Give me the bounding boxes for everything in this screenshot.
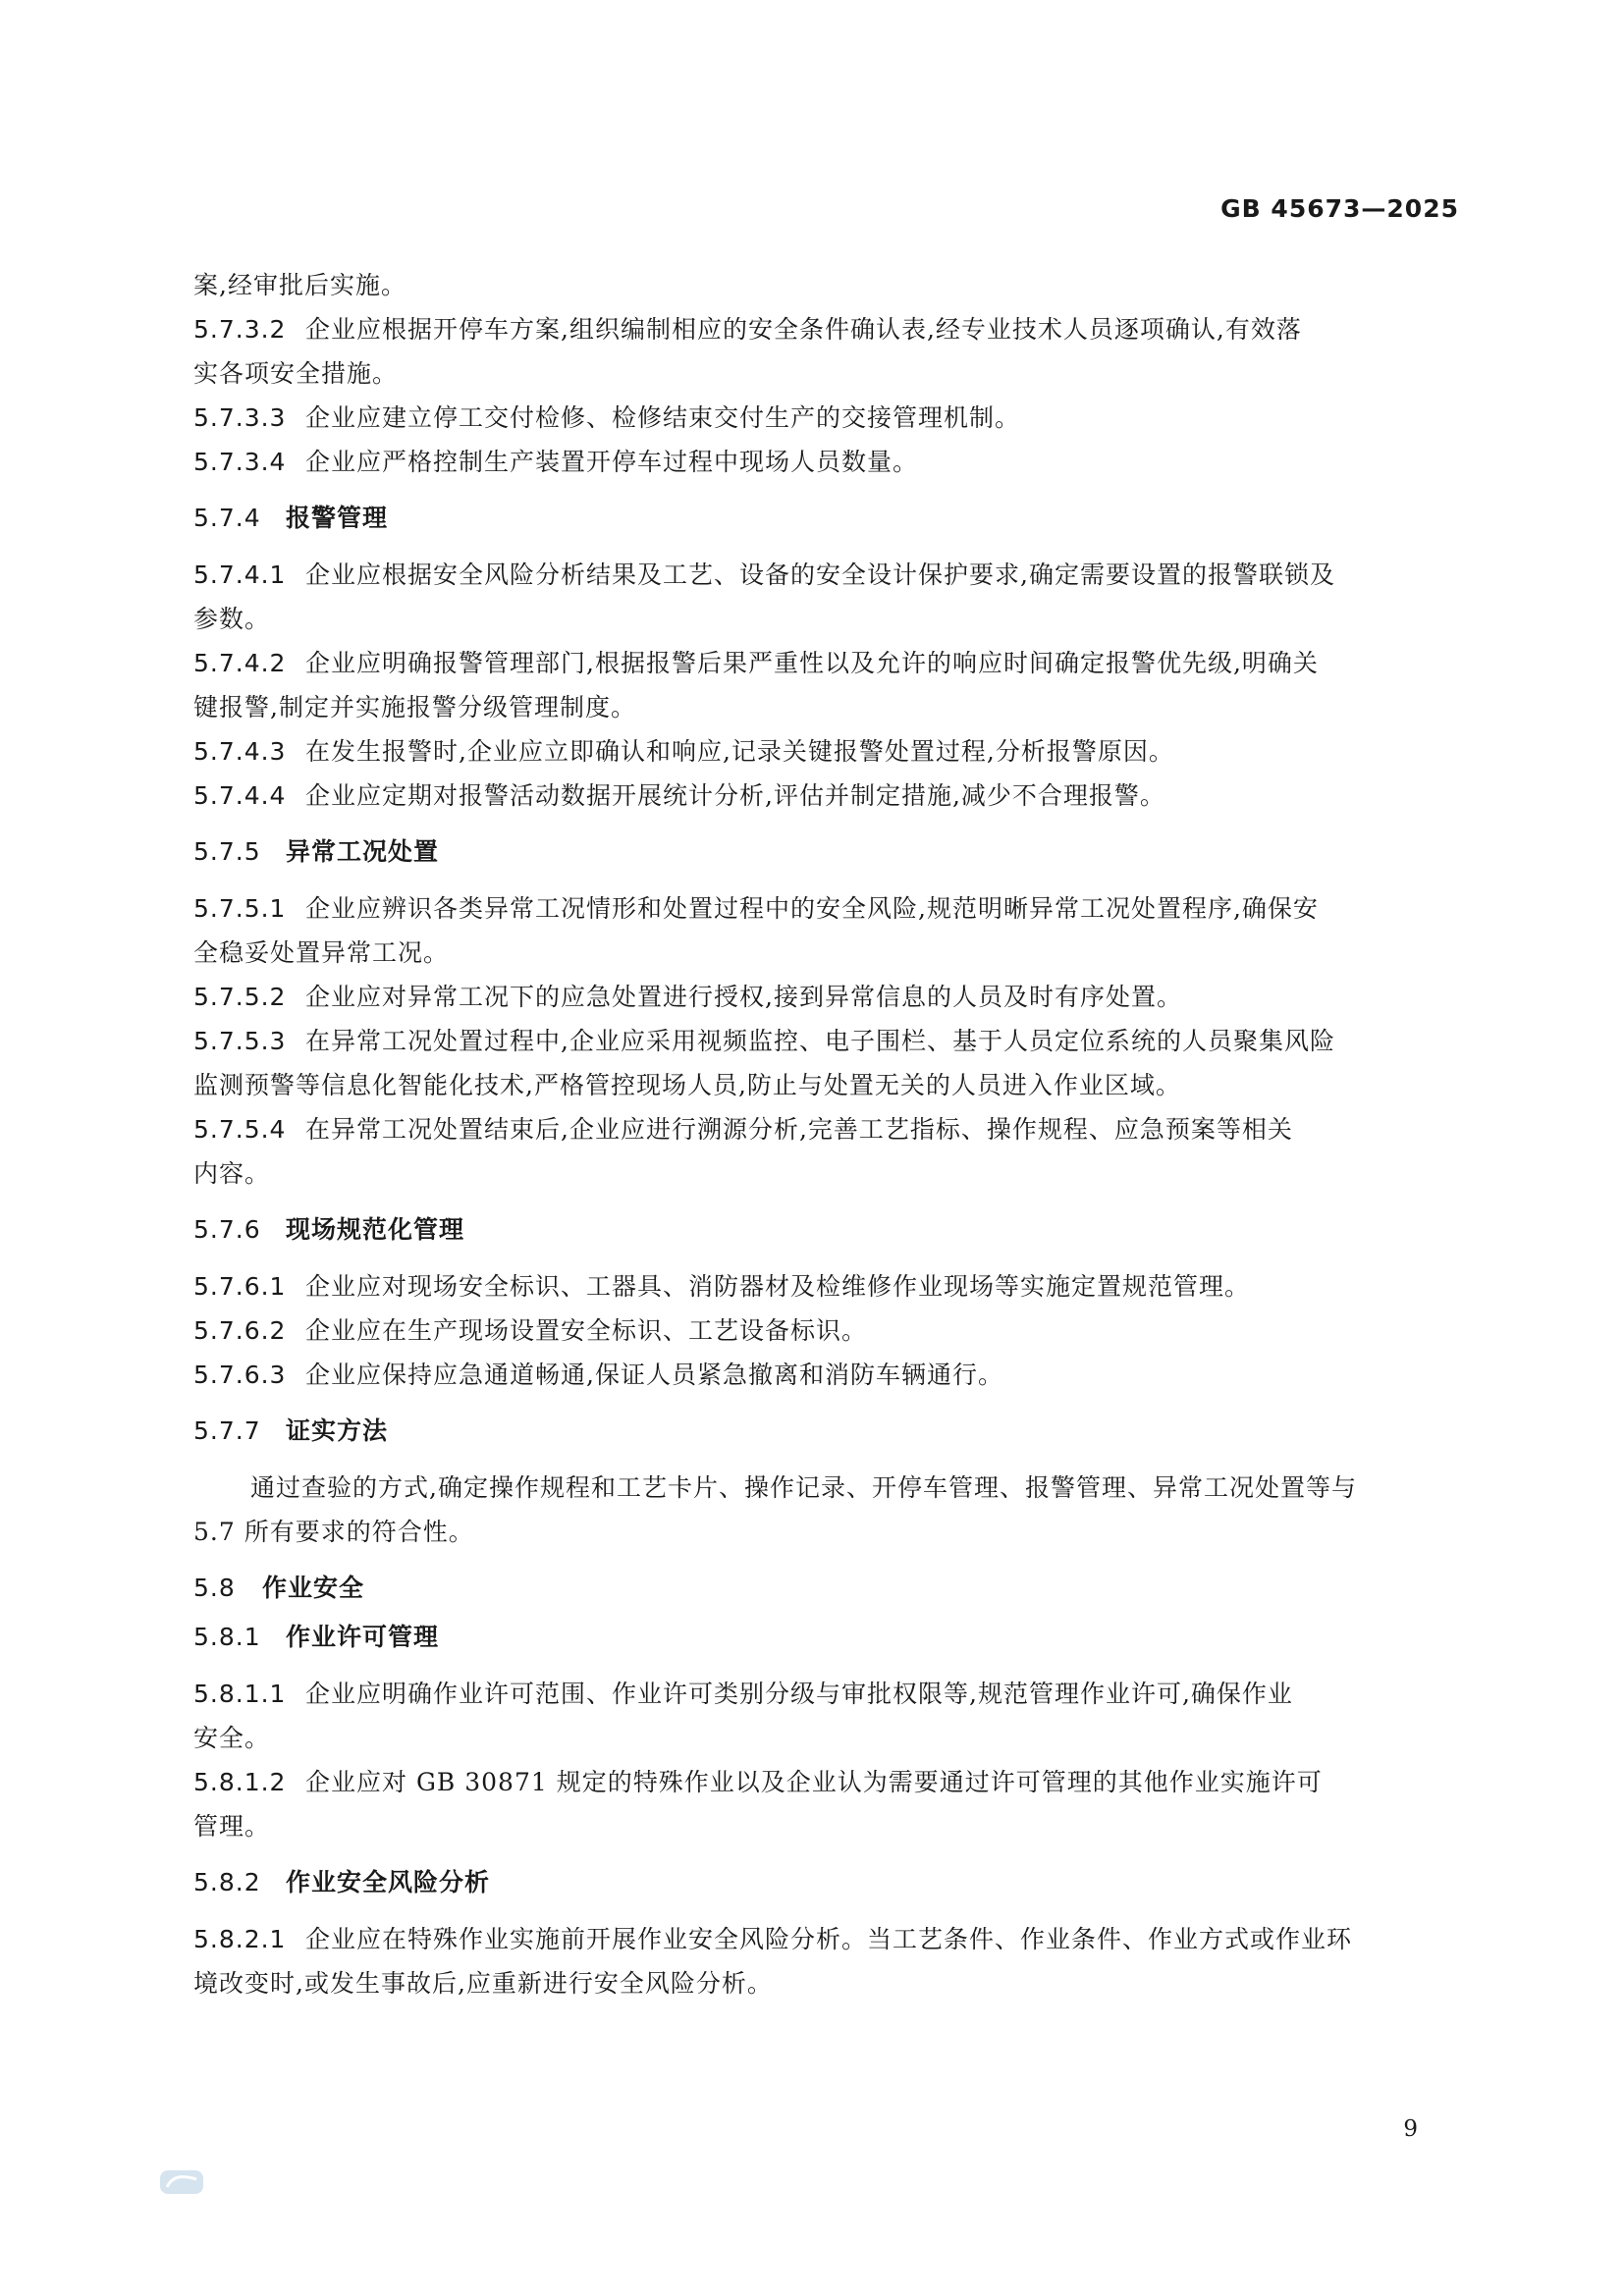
section-heading-574 xyxy=(193,504,1460,533)
clause-5741 xyxy=(193,553,1460,597)
clause-text: 企业应保持应急通道畅通,保证人员紧急撤离和消防车辆通行。 xyxy=(305,1361,1003,1389)
clause-text: 企业应明确作业许可范围、作业许可类别分级与审批权限等,规范管理作业许可,确保作业 xyxy=(305,1680,1293,1708)
clause-text: 企业应明确报警管理部门,根据报警后果严重性以及允许的响应时间确定报警优先级,明确关 xyxy=(305,649,1319,677)
clause-number: 5.7.5.3 xyxy=(193,1027,287,1055)
clause-number: 5.7.6.2 xyxy=(193,1316,287,1345)
clause-continuation: 内容。 xyxy=(193,1159,271,1188)
clause-5744 xyxy=(193,774,1460,818)
section-heading-575 xyxy=(193,837,1460,867)
section-heading-576 xyxy=(193,1215,1460,1245)
section-title: 作业安全 xyxy=(262,1574,365,1602)
clause-text: 企业应定期对报警活动数据开展统计分析,评估并制定措施,减少不合理报警。 xyxy=(305,781,1165,810)
clause-continuation: 实各项安全措施。 xyxy=(193,359,399,388)
page-number: 9 xyxy=(1403,2116,1418,2142)
clause-continuation: 管理。 xyxy=(193,1812,271,1841)
clause-continuation: 键报警,制定并实施报警分级管理制度。 xyxy=(193,693,636,721)
paragraph-line: 通过查验的方式,确定操作规程和工艺卡片、操作记录、开停车管理、报警管理、异常工况处置等与 xyxy=(250,1473,1357,1502)
clause-5811 xyxy=(193,1672,1460,1716)
clause-number: 5.8.1.1 xyxy=(193,1680,287,1708)
section-number: 5.8.2 xyxy=(193,1868,261,1896)
clause-number: 5.7.4.3 xyxy=(193,737,287,766)
section-title: 现场规范化管理 xyxy=(286,1215,465,1244)
clause-continuation: 安全。 xyxy=(193,1724,271,1752)
clause-number: 5.7.5.1 xyxy=(193,894,287,923)
watermark-logo-icon xyxy=(159,2167,204,2197)
section-number: 5.8.1 xyxy=(193,1623,261,1651)
section-title: 作业许可管理 xyxy=(286,1623,440,1651)
clause-number: 5.7.6.3 xyxy=(193,1361,287,1389)
paragraph-line: 5.7 所有要求的符合性。 xyxy=(193,1518,474,1546)
clause-text: 企业应在特殊作业实施前开展作业安全风险分析。当工艺条件、作业条件、作业方式或作业环 xyxy=(305,1925,1353,1953)
clause-5751 xyxy=(193,886,1460,931)
clause-number: 5.7.3.2 xyxy=(193,315,287,344)
section-number: 5.7.7 xyxy=(193,1416,261,1445)
clause-number: 5.8.2.1 xyxy=(193,1925,287,1953)
section-title: 报警管理 xyxy=(286,504,389,532)
clause-text: 企业应对 GB 30871 规定的特殊作业以及企业认为需要通过许可管理的其他作业实施许可 xyxy=(305,1768,1323,1796)
clause-text: 企业应根据安全风险分析结果及工艺、设备的安全设计保护要求,确定需要设置的报警联锁及 xyxy=(305,561,1335,589)
clause-5761 xyxy=(193,1264,1460,1308)
clause-5742 xyxy=(193,641,1460,685)
clause-text: 企业应辨识各类异常工况情形和处置过程中的安全风险,规范明晰异常工况处置程序,确保安 xyxy=(305,894,1319,923)
clause-continuation: 境改变时,或发生事故后,应重新进行安全风险分析。 xyxy=(193,1969,773,1998)
clause-continuation: 监测预警等信息化智能化技术,严格管控现场人员,防止与处置无关的人员进入作业区域。 xyxy=(193,1071,1181,1099)
section-title: 异常工况处置 xyxy=(286,837,440,866)
section-number: 5.7.6 xyxy=(193,1215,261,1244)
clause-text: 在发生报警时,企业应立即确认和响应,记录关键报警处置过程,分析报警原因。 xyxy=(305,737,1174,766)
clause-continuation: 参数。 xyxy=(193,605,271,633)
clause-number: 5.7.3.4 xyxy=(193,448,287,476)
clause-text: 企业应对现场安全标识、工器具、消防器材及检维修作业现场等实施定置规范管理。 xyxy=(305,1272,1251,1301)
clause-number: 5.7.6.1 xyxy=(193,1272,287,1301)
clause-number: 5.7.5.2 xyxy=(193,983,287,1011)
standard-code: GB 45673—2025 xyxy=(1220,194,1459,223)
clause-5732 xyxy=(193,307,1460,351)
section-heading-577 xyxy=(193,1416,1460,1446)
clause-text: 企业应对异常工况下的应急处置进行授权,接到异常信息的人员及时有序处置。 xyxy=(305,983,1182,1011)
section-number: 5.7.5 xyxy=(193,837,261,866)
clause-5753 xyxy=(193,1019,1460,1063)
clause-number: 5.7.4.1 xyxy=(193,561,287,589)
clause-number: 5.7.4.2 xyxy=(193,649,287,677)
clause-text: 在异常工况处置过程中,企业应采用视频监控、电子围栏、基于人员定位系统的人员聚集风险 xyxy=(305,1027,1335,1055)
section-heading-582 xyxy=(193,1868,1460,1897)
clause-text: 企业应建立停工交付检修、检修结束交付生产的交接管理机制。 xyxy=(305,403,1021,432)
clause-text: 企业应在生产现场设置安全标识、工艺设备标识。 xyxy=(305,1316,868,1345)
clause-5763 xyxy=(193,1353,1460,1397)
clause-text: 企业应根据开停车方案,组织编制相应的安全条件确认表,经专业技术人员逐项确认,有效落 xyxy=(305,315,1302,344)
section-heading-58 xyxy=(193,1574,1460,1603)
section-number: 5.7.4 xyxy=(193,504,261,532)
clause-5752 xyxy=(193,975,1460,1019)
clause-number: 5.8.1.2 xyxy=(193,1768,287,1796)
clause-text: 企业应严格控制生产装置开停车过程中现场人员数量。 xyxy=(305,448,919,476)
clause-text: 在异常工况处置结束后,企业应进行溯源分析,完善工艺指标、操作规程、应急预案等相关 xyxy=(305,1115,1293,1144)
clause-5762 xyxy=(193,1308,1460,1353)
clause-5743 xyxy=(193,729,1460,774)
clause-5754 xyxy=(193,1107,1460,1151)
section-title: 证实方法 xyxy=(286,1416,389,1445)
clause-5821 xyxy=(193,1917,1460,1961)
clause-number: 5.7.3.3 xyxy=(193,403,287,432)
section-number: 5.8 xyxy=(193,1574,236,1602)
clause-5733 xyxy=(193,396,1460,440)
clause-continuation: 全稳妥处置异常工况。 xyxy=(193,938,450,967)
clause-5812 xyxy=(193,1760,1460,1804)
clause-number: 5.7.5.4 xyxy=(193,1115,287,1144)
body-content xyxy=(193,263,1460,2005)
clause-5734 xyxy=(193,440,1460,484)
clause-number: 5.7.4.4 xyxy=(193,781,287,810)
section-title: 作业安全风险分析 xyxy=(286,1868,491,1896)
paragraph-line: 案,经审批后实施。 xyxy=(193,271,406,299)
section-heading-581 xyxy=(193,1623,1460,1652)
